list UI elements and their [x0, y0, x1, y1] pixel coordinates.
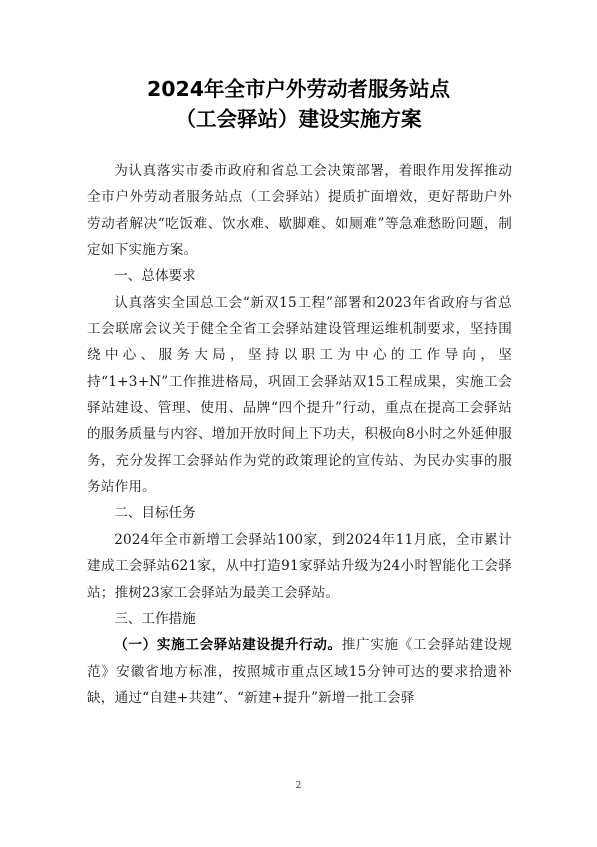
section1-paragraph: 认真落实全国总工会“新双15工程”部署和2023年省政府与省总工会联席会议关于健全全省工会驿站建设管理运维机制要求，坚持围绕中心、服务大局，坚持以职工为中心的工作导向，坚持“1+3+N”工作推进格局，巩固工会驿站双15工程成果，实施工会驿站建设、管理、使用、品牌“四个提升”行动，重点在提高工会驿站的服务质量与内容、增加开放时间上下功夫，积极向8小时之外延伸服务，充分发挥工会驿站作为党的政策理论的宣传站、为民办实事的服务站作用。	[87, 294, 512, 496]
page-number: 2	[295, 781, 302, 791]
section2-heading: 二、目标任务	[114, 505, 196, 522]
intro-paragraph: 为认真落实市委市政府和省总工会决策部署，着眼作用发挥推动全市户外劳动者服务站点（工会驿站）提质扩面增效，更好帮助户外劳动者解决“吃饭难、饮水难、歇脚难、如厕难”等急难愁盼问题，制定如下实施方案。	[87, 163, 512, 259]
section3-sub1-paragraph	[87, 632, 512, 711]
section3-heading: 三、工作措施	[114, 610, 196, 627]
document-title-line1: 2024年全市户外劳动者服务站点	[146, 77, 451, 101]
section2-paragraph: 2024年全市新增工会驿站100家，到2024年11月底，全市累计建成工会驿站621家，从中打造91家驿站升级为24小时智能化工会驿站；推树23家工会驿站为最美工会驿站。	[87, 531, 512, 601]
document-body	[87, 158, 512, 711]
section1-heading: 一、总体要求	[114, 268, 196, 285]
section3-sub1-text: 推广实施《工会驿站建设规范》安徽省地方标准，按照城市重点区域15分钟可达的要求拾遗补缺，通过“自建+共建”、“新建+提升”新增一批工会驿	[87, 637, 512, 706]
document-title-line2: （工会驿站）建设实施方案	[175, 107, 422, 131]
section3-sub1-title: （一）实施工会驿站建设提升行动。	[114, 637, 342, 654]
